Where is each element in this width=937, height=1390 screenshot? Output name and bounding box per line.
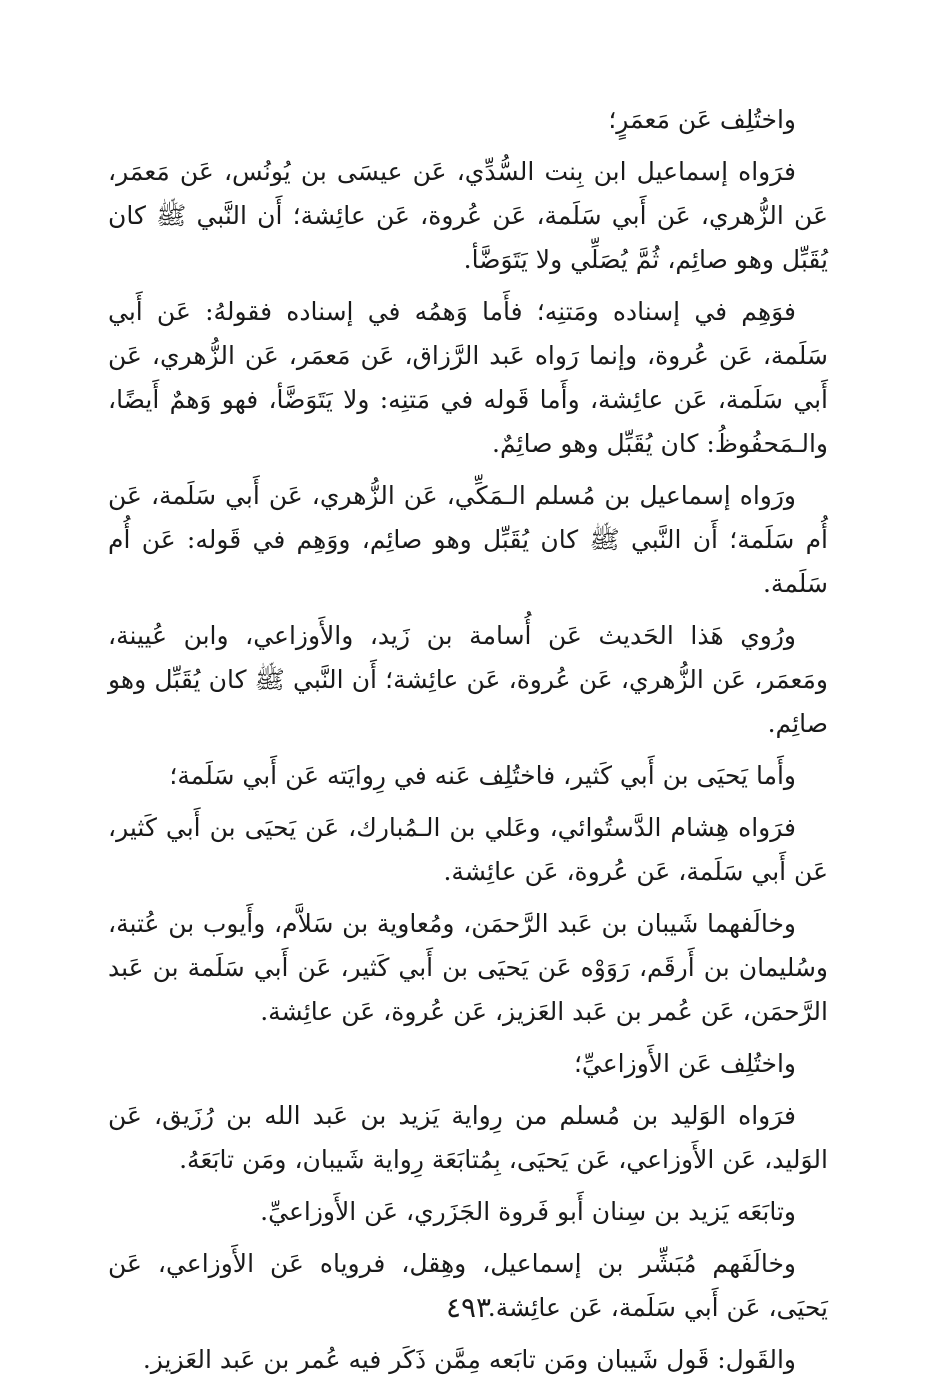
body-text	[108, 98, 828, 1390]
paragraph: ورَواه إسماعيل بن مُسلم الـمَكِّي، عَن الزُّهري، عَن أَبي سَلَمة، عَن أُم سَلَمة؛ أَن النَّبي ﷺ كان يُقَبِّل وهو صائِم، ووَهِم في قَوله: عَن أُم سَلَمة.	[108, 481, 828, 598]
paragraph: واختُلِف عَن الأَوزاعيِّ؛	[573, 1049, 796, 1078]
paragraph: واختُلِف عَن مَعمَرٍ؛	[608, 105, 796, 134]
paragraph: وخالَفَهم مُبَشِّر بن إسماعيل، وهِقل، فروياه عَن الأَوزاعي، عَن يَحيَى، عَن أَبي سَلَمة، عَن عائِشة.	[108, 1249, 828, 1322]
paragraph: فرَواه الوَليد بن مُسلم من رِواية يَزيد بن عَبد الله بن رُزَيق، عَن الوَليد، عَن الأَوزاعي، عَن يَحيَى، بِمُتابَعَة رِواية شَيبان، ومَن تابَعَهُ.	[108, 1101, 828, 1174]
paragraph: وخالَفهما شَيبان بن عَبد الرَّحمَن، ومُعاوية بن سَلاَّم، وأَيوب بن عُتبة، وسُليمان بن أَرقَم، رَوَوْه عَن يَحيَى بن أَبي كَثير، عَن أَبي سَلَمة بن عَبد الرَّحمَن، عَن عُمر بن عَبد العَزيز، عَن عُروة، عَن عائِشة.	[108, 909, 828, 1026]
paragraph: فرَواه هِشام الدَّستُوائي، وعَلي بن الـمُبارك، عَن يَحيَى بن أَبي كَثير، عَن أَبي سَلَمة، عَن عُروة، عَن عائِشة.	[108, 813, 828, 886]
paragraph: فوَهِم في إسناده ومَتنِه؛ فأَما وَهمُه في إسناده فقولهُ: عَن أَبي سَلَمة، عَن عُروة، وإنما رَواه عَبد الرَّزاق، عَن مَعمَر، عَن الزُّهري، عَن أَبي سَلَمة، عَن عائِشة، وأَما قَوله في مَتنِه: ولا يَتَوَضَّأ، فهو وَهمٌ أَيضًا، والـمَحفُوظُ: كان يُقَبِّل وهو صائِمٌ.	[108, 297, 828, 458]
page-number: ٤٩٣	[445, 1291, 492, 1324]
paragraph: وتابَعَه يَزيد بن سِنان أَبو فَروة الجَزَري، عَن الأَوزاعيِّ.	[260, 1197, 796, 1226]
paragraph: ورُوي هَذا الحَديث عَن أُسامة بن زَيد، والأَوزاعي، وابن عُيينة، ومَعمَر، عَن الزُّهري، عَن عُروة، عَن عائِشة؛ أَن النَّبي ﷺ كان يُقَبِّل وهو صائِم.	[108, 621, 828, 738]
paragraph: فرَواه إسماعيل ابن بِنت السُّدِّي، عَن عيسَى بن يُونُس، عَن مَعمَر، عَن الزُّهري، عَن أَبي سَلَمة، عَن عُروة، عَن عائِشة؛ أَن النَّبي ﷺ كان يُقَبِّل وهو صائِم، ثُمَّ يُصَلِّي ولا يَتَوَضَّأ.	[108, 157, 828, 274]
paragraph: وأَما يَحيَى بن أَبي كَثير، فاختُلِف عَنه في رِوايَته عَن أَبي سَلَمة؛	[169, 761, 796, 790]
paragraph: والقَول: قَول شَيبان ومَن تابَعه مِمَّن ذَكَر فيه عُمر بن عَبد العَزيز.	[142, 1345, 796, 1374]
